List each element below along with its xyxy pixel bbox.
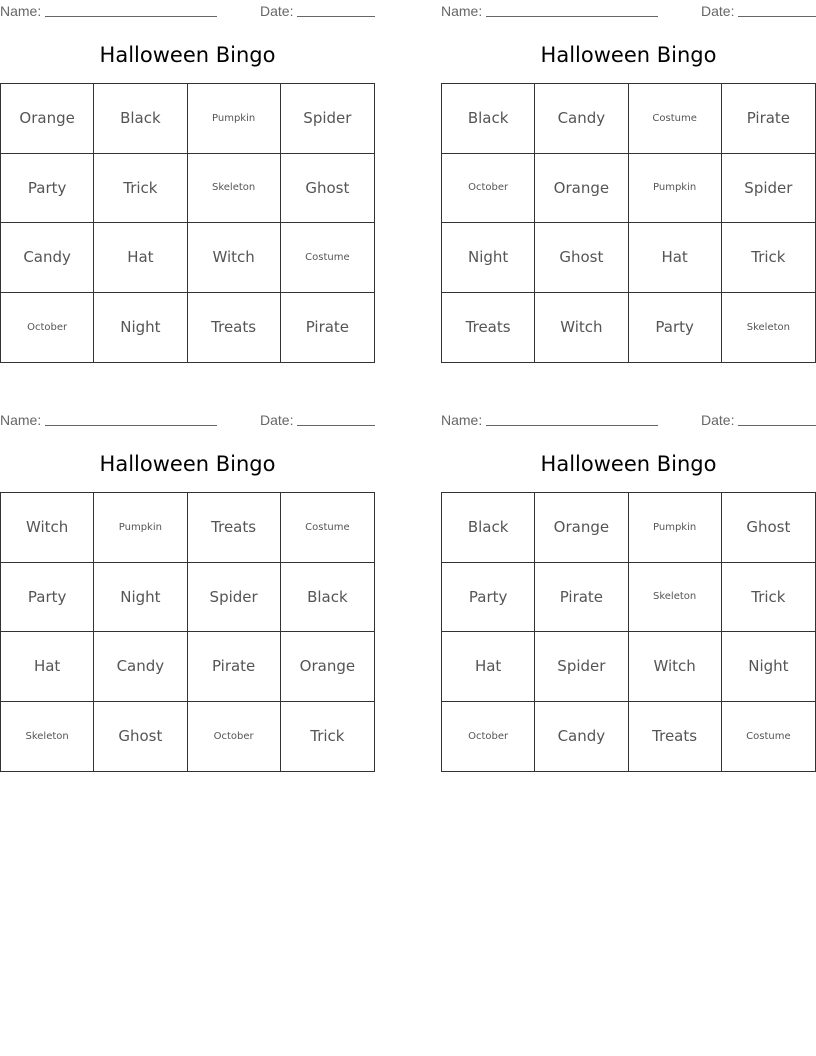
bingo-cell[interactable]: Pirate xyxy=(305,318,350,337)
bingo-cell[interactable]: Costume xyxy=(281,493,374,563)
bingo-cell[interactable]: Orange xyxy=(535,493,628,563)
date-label: Date: xyxy=(701,412,735,428)
bingo-cell[interactable]: Night xyxy=(722,632,815,702)
name-date-header xyxy=(441,411,816,429)
name-date-header xyxy=(0,2,375,20)
bingo-cell[interactable]: Party xyxy=(1,563,94,633)
name-blank-line[interactable] xyxy=(486,425,658,426)
name-label: Name: xyxy=(0,412,42,428)
bingo-cell[interactable]: Candy xyxy=(1,223,94,293)
bingo-grid xyxy=(0,83,375,363)
bingo-cell[interactable]: October xyxy=(442,702,535,772)
bingo-grid xyxy=(0,492,375,772)
name-label: Name: xyxy=(441,412,483,428)
bingo-grid xyxy=(441,83,816,363)
date-blank-line[interactable] xyxy=(738,425,816,426)
bingo-cell[interactable]: Night xyxy=(94,563,187,633)
name-blank-line[interactable] xyxy=(45,16,217,17)
bingo-cell[interactable]: Pirate xyxy=(535,563,628,633)
bingo-cell[interactable]: Costume xyxy=(629,84,722,154)
name-date-header xyxy=(441,2,816,20)
bingo-cell[interactable]: Costume xyxy=(746,730,791,742)
bingo-cell[interactable]: Candy xyxy=(535,702,628,772)
bingo-cell[interactable]: October xyxy=(442,154,535,224)
date-label: Date: xyxy=(260,412,294,428)
bingo-cell[interactable]: Treats xyxy=(629,702,722,772)
bingo-card xyxy=(441,0,816,375)
date-blank-line[interactable] xyxy=(297,16,375,17)
bingo-grid xyxy=(441,492,816,772)
bingo-cell[interactable]: Party xyxy=(442,563,535,633)
bingo-cell[interactable]: Spider xyxy=(535,632,628,702)
bingo-cell[interactable]: Hat xyxy=(442,632,535,702)
bingo-cell[interactable]: Treats xyxy=(188,493,281,563)
bingo-card xyxy=(0,409,375,784)
bingo-cell[interactable]: October xyxy=(188,702,281,772)
bingo-cell[interactable]: Ghost xyxy=(281,154,374,224)
bingo-cell[interactable]: Candy xyxy=(535,84,628,154)
bingo-cell[interactable]: Skeleton xyxy=(629,563,722,633)
bingo-cell[interactable]: Party xyxy=(1,154,94,224)
bingo-cell[interactable]: Black xyxy=(442,84,535,154)
bingo-cell[interactable]: Night xyxy=(442,223,535,293)
bingo-cell[interactable]: Ghost xyxy=(722,493,815,563)
bingo-cell[interactable]: Ghost xyxy=(535,223,628,293)
bingo-cell[interactable]: October xyxy=(1,293,94,363)
bingo-cell[interactable]: Night xyxy=(94,293,187,363)
date-blank-line[interactable] xyxy=(738,16,816,17)
bingo-cell[interactable]: Spider xyxy=(281,84,374,154)
bingo-card xyxy=(441,409,816,784)
bingo-cell[interactable]: Pumpkin xyxy=(94,493,187,563)
bingo-card xyxy=(0,0,375,375)
bingo-cell[interactable]: Candy xyxy=(94,632,187,702)
bingo-cell[interactable]: Costume xyxy=(281,223,374,293)
date-blank-line[interactable] xyxy=(297,425,375,426)
bingo-cell[interactable]: Party xyxy=(629,293,722,363)
bingo-cell[interactable]: Trick xyxy=(722,223,815,293)
bingo-cell[interactable]: Pirate xyxy=(722,84,815,154)
bingo-cell[interactable]: Hat xyxy=(1,632,94,702)
bingo-cell[interactable]: Skeleton xyxy=(188,154,281,224)
bingo-cell[interactable]: Trick xyxy=(94,154,187,224)
bingo-cell[interactable]: Witch xyxy=(629,632,722,702)
name-blank-line[interactable] xyxy=(486,16,658,17)
bingo-cell[interactable]: Witch xyxy=(1,493,94,563)
bingo-cell[interactable]: Pirate xyxy=(188,632,281,702)
bingo-cell[interactable]: Witch xyxy=(535,293,628,363)
bingo-cell[interactable]: Pumpkin xyxy=(629,493,722,563)
bingo-cell[interactable]: Spider xyxy=(188,563,281,633)
bingo-cell[interactable]: Orange xyxy=(281,632,374,702)
date-label: Date: xyxy=(701,3,735,19)
name-blank-line[interactable] xyxy=(45,425,217,426)
name-date-header xyxy=(0,411,375,429)
bingo-cell[interactable]: Black xyxy=(281,563,374,633)
card-title: Halloween Bingo xyxy=(540,452,717,476)
card-title: Halloween Bingo xyxy=(99,452,276,476)
card-title: Halloween Bingo xyxy=(540,43,717,67)
bingo-cell[interactable]: Hat xyxy=(629,223,722,293)
bingo-cell[interactable]: Spider xyxy=(722,154,815,224)
bingo-cell[interactable]: Orange xyxy=(1,84,94,154)
date-label: Date: xyxy=(260,3,294,19)
bingo-cell[interactable]: Black xyxy=(94,84,187,154)
bingo-cell[interactable]: Witch xyxy=(188,223,281,293)
name-label: Name: xyxy=(0,3,42,19)
bingo-cell[interactable]: Skeleton xyxy=(1,702,94,772)
bingo-cell[interactable]: Hat xyxy=(94,223,187,293)
bingo-cell[interactable]: Black xyxy=(442,493,535,563)
bingo-cell[interactable]: Ghost xyxy=(94,702,187,772)
bingo-cell[interactable]: Pumpkin xyxy=(629,154,722,224)
bingo-cell[interactable]: Orange xyxy=(535,154,628,224)
bingo-cell[interactable]: Trick xyxy=(310,727,345,746)
bingo-cell[interactable]: Trick xyxy=(722,563,815,633)
bingo-cell[interactable]: Treats xyxy=(442,293,535,363)
bingo-cell[interactable]: Skeleton xyxy=(746,321,790,333)
bingo-cell[interactable]: Pumpkin xyxy=(188,84,281,154)
bingo-cell[interactable]: Treats xyxy=(188,293,281,363)
card-title: Halloween Bingo xyxy=(99,43,276,67)
name-label: Name: xyxy=(441,3,483,19)
